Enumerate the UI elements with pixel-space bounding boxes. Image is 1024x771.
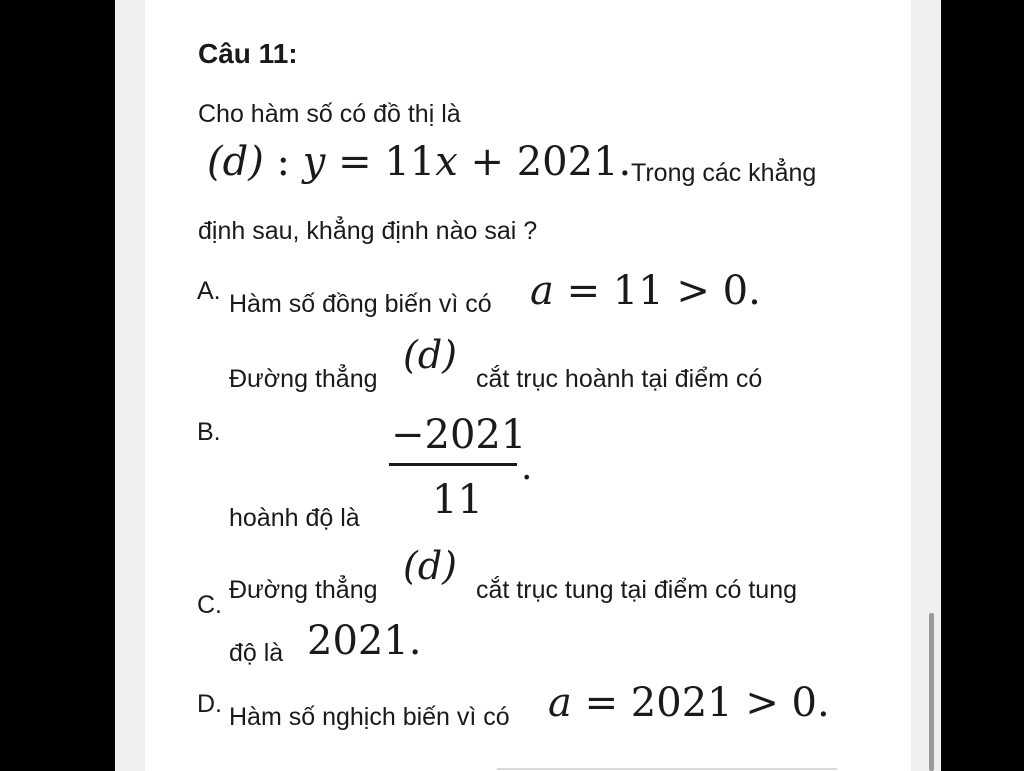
- eq-const: 2021: [516, 139, 619, 185]
- eq-colon: :: [276, 139, 291, 185]
- eq-equals: =: [338, 139, 372, 185]
- eq-coef: 11: [384, 139, 436, 185]
- intro-tail: Trong các khẳng: [631, 159, 817, 187]
- option-a-letter: A.: [197, 277, 221, 305]
- intro-line3: định sau, khẳng định nào sai ?: [198, 217, 538, 245]
- fraction-bar: [389, 463, 517, 466]
- option-a-rest: = 11 > 0.: [566, 268, 761, 314]
- option-c-d: (d): [403, 544, 457, 588]
- option-a-math: [530, 268, 761, 314]
- eq-y: y: [302, 139, 326, 185]
- option-c-letter: C.: [197, 591, 222, 619]
- option-d-math: [548, 680, 830, 726]
- eq-dot: .: [618, 139, 632, 185]
- eq-d: (d): [207, 139, 264, 185]
- option-a-var: a: [530, 268, 554, 314]
- option-c-text1: Đường thẳng: [229, 576, 378, 604]
- option-b-text1: Đường thẳng: [229, 365, 378, 393]
- option-d-letter: D.: [197, 690, 222, 718]
- option-c-text2: cắt trục tung tại điểm có tung: [476, 576, 798, 604]
- intro-text: Cho hàm số có đồ thị là: [198, 100, 461, 128]
- option-c-text3: độ là: [229, 639, 284, 667]
- option-b-text2: cắt trục hoành tại điểm có: [476, 365, 763, 393]
- option-b-letter: B.: [197, 418, 221, 446]
- option-d-rest: = 2021 > 0.: [584, 680, 830, 726]
- option-a-text: Hàm số đồng biến vì có: [229, 290, 492, 318]
- option-b-frac-dot: .: [521, 447, 533, 488]
- option-b-denominator: 11: [432, 477, 483, 523]
- option-b-numerator: −2021: [391, 412, 527, 458]
- question-title: Câu 11:: [198, 38, 298, 69]
- scrollbar[interactable]: [929, 613, 934, 771]
- divider: [497, 768, 837, 770]
- equation: [207, 139, 631, 185]
- option-c-value: 2021.: [307, 618, 422, 664]
- option-d-text: Hàm số nghịch biến vì có: [229, 703, 510, 731]
- option-d-var: a: [548, 680, 572, 726]
- eq-plus: +: [470, 139, 505, 185]
- option-b-text3: hoành độ là: [229, 504, 360, 532]
- eq-x: x: [435, 139, 458, 185]
- option-b-d: (d): [403, 333, 457, 377]
